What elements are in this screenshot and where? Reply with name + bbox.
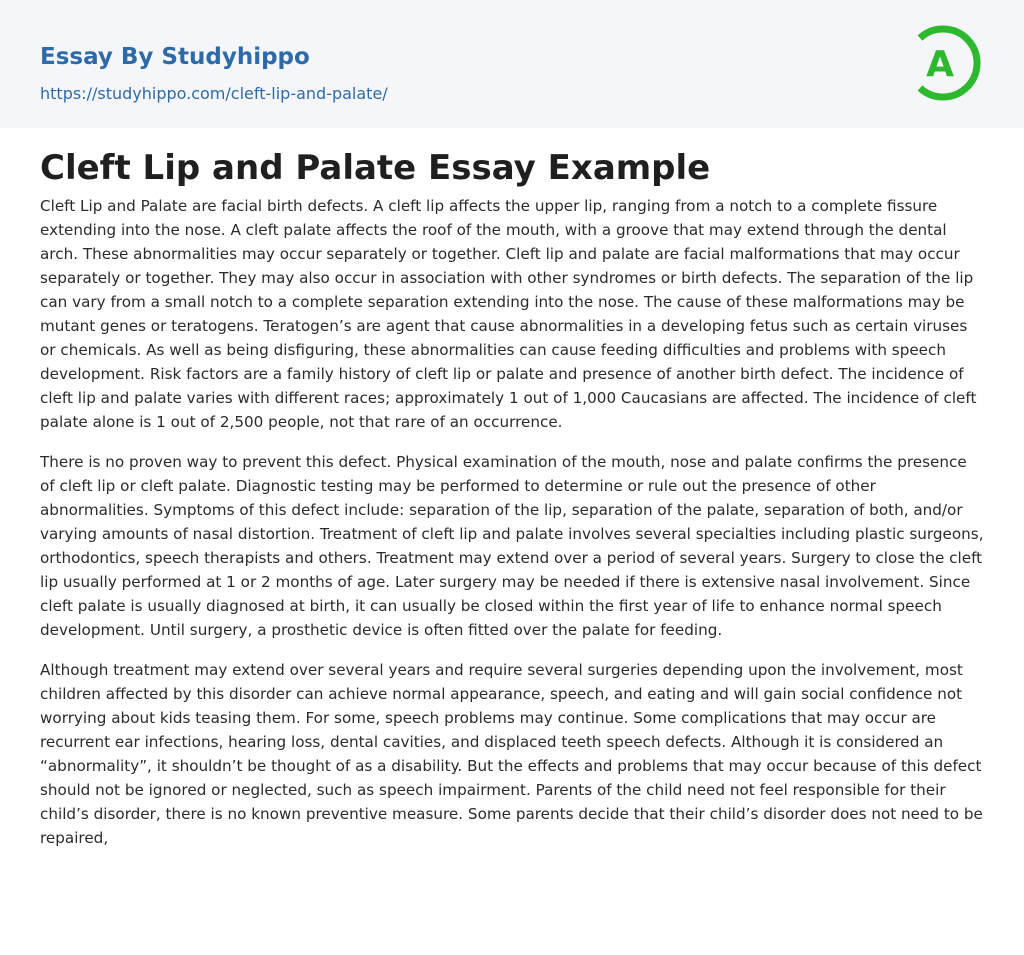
site-brand[interactable]: Essay By Studyhippo: [40, 44, 310, 70]
site-header: [0, 0, 1024, 128]
essay-url-link[interactable]: https://studyhippo.com/cleft-lip-and-palate/: [40, 84, 388, 103]
logo-letter: A: [926, 44, 954, 85]
essay-paragraph: Although treatment may extend over several years and require several surgeries depending upon the involvement, most children affected by this disorder can achieve normal appearance, speech, and eating and will gain social confidence not worrying about kids teasing them. For some, speech problems may continue. Some complications that may occur are recurrent ear infections, hearing loss, dental cavities, and displaced teeth speech defects. Although it is considered an “abnormality”, it shouldn’t be thought of as a disability. But the effects and problems that may occur because of this defect should not be ignored or neglected, such as speech impairment. Parents of the child need not feel responsible for their child’s disorder, there is no known preventive measure. Some parents decide that their child’s disorder does not need to be repaired,: [40, 661, 983, 847]
essay-title: Cleft Lip and Palate Essay Example: [40, 148, 711, 188]
essay-content: [40, 128, 985, 866]
essay-paragraph: Cleft Lip and Palate are facial birth defects. A cleft lip affects the upper lip, ranging from a notch to a complete fissure extending into the nose. A cleft palate affects the roof of the mouth, with a groove that may extend through the dental arch. These abnormalities may occur separately or together. Cleft lip and palate are facial malformations that may occur separately or together. They may also occur in association with other syndromes or birth defects. The separation of the lip can vary from a small notch to a complete separation extending into the nose. The cause of these malformations may be mutant genes or teratogens. Teratogen’s are agent that cause abnormalities in a developing fetus such as certain viruses or chemicals. As well as being disfiguring, these abnormalities can cause feeding difficulties and problems with speech development. Risk factors are a family history of cleft lip or palate and presence of another birth defect. The incidence of cleft lip and palate varies with different races; approximately 1 out of 1,000 Caucasians are affected. The incidence of cleft palate alone is 1 out of 2,500 people, not that rare of an occurrence.: [40, 197, 977, 431]
studyhippo-logo-icon[interactable]: [912, 20, 986, 106]
essay-paragraph: There is no proven way to prevent this defect. Physical examination of the mouth, nose and palate confirms the presence of cleft lip or cleft palate. Diagnostic testing may be performed to determine or rule out the presence of other abnormalities. Symptoms of this defect include: separation of the lip, separation of the palate, separation of both, and/or varying amounts of nasal distortion. Treatment of cleft lip and palate involves several specialties including plastic surgeons, orthodontics, speech therapists and others. Treatment may extend over a period of several years. Surgery to close the cleft lip usually performed at 1 or 2 months of age. Later surgery may be needed if there is extensive nasal involvement. Since cleft palate is usually diagnosed at birth, it can usually be closed within the first year of life to enhance normal speech development. Until surgery, a prosthetic device is often fitted over the palate for feeding.: [40, 453, 984, 639]
